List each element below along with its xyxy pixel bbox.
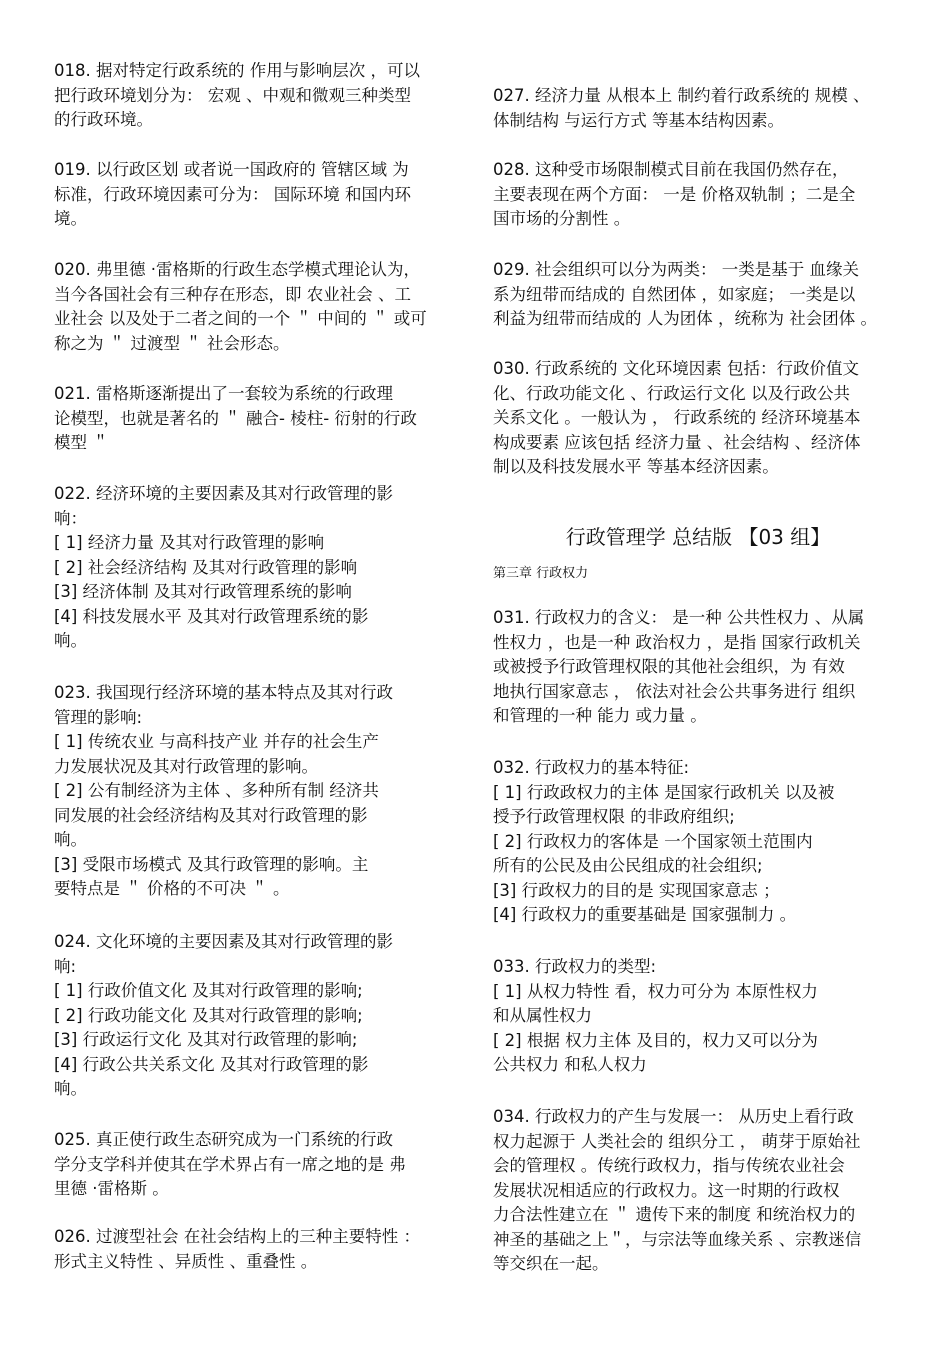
text-line: 境。 <box>54 209 87 228</box>
text-line: 里德 ·雷格斯 。 <box>54 1179 169 1198</box>
text-line: 形式主义特性 、异质性 、重叠性 。 <box>54 1251 318 1271</box>
text-line: 授予行政管理权限 的非政府组织; <box>493 807 735 826</box>
text-line: 构成要素 应该包括 经济力量 、社会结构 、经济体 <box>493 432 861 452</box>
text-line: [ 1] 传统农业 与高科技产业 并存的社会生产 <box>54 732 379 751</box>
text-line: 论模型，也就是著名的 ＂ 融合- 棱柱- 衍射的行政 <box>54 408 417 428</box>
item-031 <box>493 606 903 729</box>
text-line: 030. 行政系统的 文化环境因素 包括：行政价值文 <box>493 359 859 378</box>
text-line: [ 1] 行政价值文化 及其对行政管理的影响; <box>54 981 363 1000</box>
text-line: 利益为纽带而结成的 人为团体 ，统称为 社会团体 。 <box>493 309 877 328</box>
text-line: [ 2] 社会经济结构 及其对行政管理的影响 <box>54 557 358 577</box>
text-line: 权力起源于 人类社会的 组织分工 ， 萌芽于原始社 <box>493 1131 861 1151</box>
text-line: 022. 经济环境的主要因素及其对行政管理的影 <box>54 484 393 503</box>
text-line: 024. 文化环境的主要因素及其对行政管理的影 <box>54 932 393 951</box>
text-line: 031. 行政权力的含义： 是一种 公共性权力 、从属 <box>493 608 865 627</box>
item-020 <box>54 258 464 356</box>
item-018 <box>54 59 464 133</box>
text-line: [3] 行政权力的目的是 实现国家意志 ； <box>493 880 780 900</box>
text-line: 或被授予行政管理权限的其他社会组织，为 有效 <box>493 657 845 676</box>
text-line: [ 2] 根据 权力主体 及目的，权力又可以分为 <box>493 1030 818 1050</box>
text-line: 称之为 ＂ 过渡型 ＂ 社会形态。 <box>54 333 290 353</box>
text-line: [3] 行政运行文化 及其对行政管理的影响; <box>54 1030 358 1049</box>
text-line: 体制结构 与运行方式 等基本结构因素。 <box>493 110 784 130</box>
item-022 <box>54 482 464 654</box>
text-line: 关系文化 。一般认为 ， 行政系统的 经济环境基本 <box>493 408 861 427</box>
text-line: [4] 行政公共关系文化 及其对行政管理的影 <box>54 1054 369 1074</box>
text-line: 032. 行政权力的基本特征: <box>493 758 690 777</box>
text-line: 响: <box>54 956 77 976</box>
item-027 <box>493 84 903 133</box>
item-029 <box>493 258 903 332</box>
item-023 <box>54 681 464 902</box>
text-line: [3] 经济体制 及其对行政管理系统的影响 <box>54 582 352 601</box>
text-line: [ 2] 行政功能文化 及其对行政管理的影响; <box>54 1005 363 1025</box>
text-line: 所有的公民及由公民组成的社会组织; <box>493 856 763 875</box>
text-line: 021. 雷格斯逐渐提出了一套较为系统的行政理 <box>54 384 393 403</box>
text-line: [ 1] 行政政权力的主体 是国家行政机关 以及被 <box>493 782 835 802</box>
chapter-label: 第三章 行政权力 <box>493 566 589 581</box>
item-032 <box>493 756 903 928</box>
text-line: 034. 行政权力的产生与发展一： 从历史上看行政 <box>493 1107 854 1126</box>
text-line: 系为纽带而结成的 自然团体 ，如家庭； 一类是以 <box>493 284 856 304</box>
item-021 <box>54 382 464 456</box>
text-line: 会的管理权 。传统行政权力，指与传统农业社会 <box>493 1156 845 1175</box>
text-line: 023. 我国现行经济环境的基本特点及其对行政 <box>54 683 393 702</box>
text-line: [ 1] 从权力特性 看，权力可分为 本原性权力 <box>493 981 818 1001</box>
text-line: 响。 <box>54 631 87 650</box>
text-line: 020. 弗里德 ·雷格斯的行政生态学模式理论认为， <box>54 260 420 279</box>
text-line: [3] 受限市场模式 及其行政管理的影响。主 <box>54 854 369 874</box>
text-line: [ 1] 经济力量 及其对行政管理的影响 <box>54 533 325 552</box>
text-line: [ 2] 行政权力的客体是 一个国家领土范围内 <box>493 831 813 851</box>
item-026 <box>54 1225 464 1274</box>
text-line: 发展状况相适应的行政权力。这一时期的行政权 <box>493 1180 840 1200</box>
text-line: 的行政环境。 <box>54 110 153 129</box>
text-line: 026. 过渡型社会 在社会结构上的三种主要特性 ： <box>54 1227 420 1246</box>
text-line: 制以及科技发展水平 等基本经济因素。 <box>493 457 779 476</box>
text-line: 和管理的一种 能力 或力量 。 <box>493 706 707 725</box>
text-line: 018. 据对特定行政系统的 作用与影响层次 ，可以 <box>54 61 420 80</box>
section-title: 行政管理学 总结版 【03 组】 <box>565 525 831 549</box>
item-025 <box>54 1128 464 1202</box>
text-line: 033. 行政权力的类型: <box>493 957 657 976</box>
text-line: 地执行国家意志 ， 依法对社会公共事务进行 组织 <box>493 681 856 701</box>
text-line: 027. 经济力量 从根本上 制约着行政系统的 规模 、 <box>493 86 870 105</box>
text-line: 神圣的基础之上＂，与宗法等血缘关系 、宗教迷信 <box>493 1229 862 1249</box>
text-line: [4] 行政权力的重要基础是 国家强制力 。 <box>493 905 797 924</box>
item-019 <box>54 158 464 232</box>
text-line: 当今各国社会有三种存在形态，即 农业社会 、工 <box>54 284 411 304</box>
text-line: 把行政环境划分为： 宏观 、中观和微观三种类型 <box>54 85 411 105</box>
text-line: 要特点是 ＂ 价格的不可决 ＂ 。 <box>54 879 290 898</box>
item-034 <box>493 1105 903 1277</box>
text-line: 等交织在一起。 <box>493 1254 609 1273</box>
text-line: 管理的影响: <box>54 707 143 727</box>
text-line: 025. 真正使行政生态研究成为一门系统的行政 <box>54 1130 393 1149</box>
item-028 <box>493 158 903 232</box>
text-line: 主要表现在两个方面： 一是 价格双轨制 ；二是全 <box>493 184 856 204</box>
item-030 <box>493 357 903 480</box>
text-line: 公共权力 和私人权力 <box>493 1055 647 1074</box>
text-line: [4] 科技发展水平 及其对行政管理系统的影 <box>54 606 369 626</box>
text-line: [ 2] 公有制经济为主体 、多种所有制 经济共 <box>54 781 379 800</box>
text-line: 029. 社会组织可以分为两类： 一类是基于 血缘关 <box>493 260 859 279</box>
text-line: 019. 以行政区划 或者说一国政府的 管辖区域 为 <box>54 160 409 179</box>
text-line: 力发展状况及其对行政管理的影响。 <box>54 756 318 776</box>
item-033 <box>493 955 903 1078</box>
text-line: 响。 <box>54 1079 87 1098</box>
text-line: 响。 <box>54 830 87 849</box>
text-line: 标准，行政环境因素可分为： 国际环境 和国内环 <box>54 184 411 204</box>
text-line: 化、行政功能文化 、行政运行文化 以及行政公共 <box>493 383 850 403</box>
text-line: 性权力 ，也是一种 政治权力 ，是指 国家行政机关 <box>493 632 861 652</box>
text-line: 028. 这种受市场限制模式目前在我国仍然存在， <box>493 160 849 179</box>
item-024 <box>54 930 464 1102</box>
text-line: 同发展的社会经济结构及其对行政管理的影 <box>54 805 368 825</box>
text-line: 模型 ＂ <box>54 433 109 452</box>
text-line: 国市场的分割性 。 <box>493 209 631 228</box>
text-line: 响： <box>54 508 87 528</box>
text-line: 学分支学科并使其在学术界占有一席之地的是 弗 <box>54 1154 406 1174</box>
text-line: 业社会 以及处于二者之间的一个 ＂ 中间的 ＂ 或可 <box>54 309 427 328</box>
text-line: 和从属性权力 <box>493 1006 592 1025</box>
text-line: 力合法性建立在 ＂ 遗传下来的制度 和统治权力的 <box>493 1205 856 1224</box>
